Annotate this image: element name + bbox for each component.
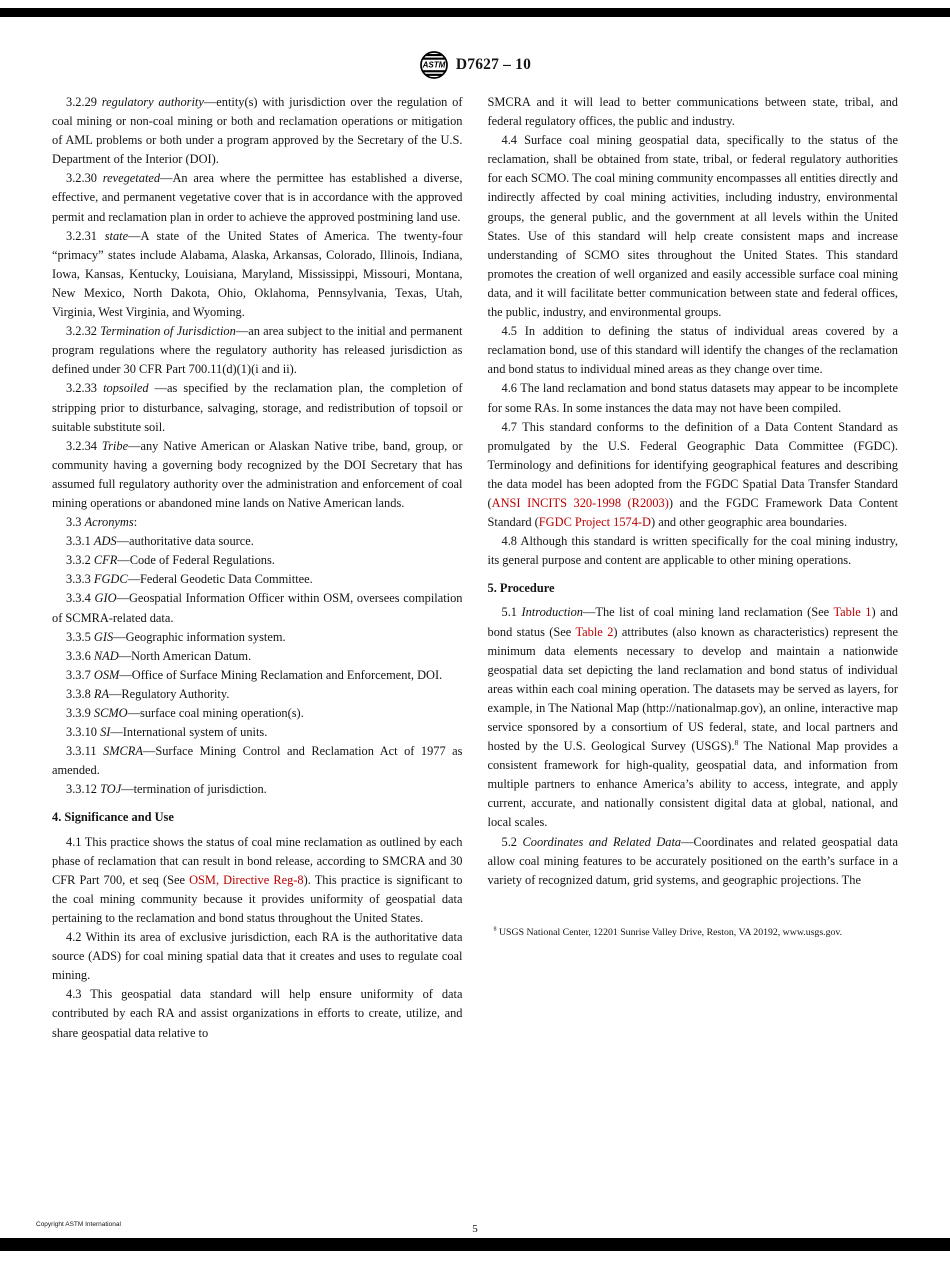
text-run: —An area where the permittee has established a diverse, effective, and permanent vegetative cover that is in accordance with the approved permit and reclamation plan in order to achieve the approved postmining land use.: [52, 171, 463, 224]
text-run: CFR: [93, 553, 118, 568]
text-run: 4.1 This practice shows the status of coal mine reclamation as outlined by each phase of reclamation that can result in bond release, according to SMCRA and 30 CFR Part 700, et seq (See: [52, 834, 463, 887]
text-run: TOJ: [100, 782, 122, 797]
paragraph: [52, 985, 463, 1042]
paragraph: [52, 437, 463, 513]
text-run: 3.3.12: [66, 782, 101, 797]
text-run: 4.6 The land reclamation and bond status datasets may appear to be incomplete for some RAs. In some instances the data may not have been compiled.: [487, 381, 898, 415]
text-run: 3.3.4: [66, 591, 95, 606]
text-run: —an area subject to the initial and permanent program regulations where the regulatory authority has released jurisdiction as defined under 30 CFR Part 700.11(d)(1)(i and ii).: [52, 324, 463, 377]
text-run: SMCRA and it will lead to better communications between state, tribal, and federal regulatory offices, the public and industry.: [487, 95, 898, 129]
document-body: [52, 93, 898, 1043]
text-run: 3.3.1: [66, 534, 94, 549]
text-run: —Geospatial Information Officer within OSM, oversees compilation of SCMRA-related data.: [52, 591, 463, 625]
text-run: Tribe: [101, 438, 129, 453]
text-run: topsoiled: [103, 381, 149, 396]
text-run: ADS: [93, 534, 117, 549]
text-run: regulatory authority: [101, 95, 204, 109]
text-run: ). This practice is significant to the coal mining community because it provides uniformity of geospatial data pertaining to the reclamation and bond status throughout the United States.: [52, 872, 463, 925]
text-run: 3.3: [66, 515, 85, 530]
paragraph: [52, 647, 463, 666]
paragraph: [52, 666, 463, 685]
text-run: —surface coal mining operation(s).: [127, 706, 304, 720]
text-run: —North American Datum.: [118, 648, 252, 663]
astm-logo-icon: [419, 50, 449, 80]
text-run: GIO: [94, 591, 117, 606]
doc-code: D7627 – 10: [455, 56, 532, 73]
text-run: Acronyms: [84, 515, 134, 530]
paragraph: [488, 603, 899, 832]
text-run: SI: [100, 725, 111, 740]
section-heading: [488, 579, 899, 598]
astm-logo-text: ASTM: [422, 60, 446, 70]
paragraph: [52, 532, 463, 551]
text-run: state: [104, 228, 129, 243]
right-column: [488, 93, 899, 1043]
paragraph: [52, 379, 463, 436]
paragraph: [52, 723, 463, 742]
text-run: 4.3 This geospatial data standard will help ensure uniformity of data contributed by each RA and assist organizations in efforts to create, utilize, and share geospatial data relative to: [52, 987, 463, 1040]
paragraph: [52, 93, 463, 169]
copyright-notice: Copyright ASTM International: [36, 1221, 121, 1228]
text-run: 3.2.32: [66, 324, 101, 339]
text-run: 3.2.31: [66, 228, 105, 243]
text-run: 5. Procedure: [487, 581, 555, 596]
text-run: ) attributes (also known as characteristics) represent the minimum data elements necessary to develop and maintain a nationwide geospatial data set depicting the land reclamation and bond status of individual areas within each coal mining operation. The datasets may be served as layers, for example, in The National Map (http://nationalmap.gov), an online, interactive map service sponsored by a consortium of US federal, state, and local partners and hosted by the U.S. Geological Survey (USGS).: [487, 624, 898, 754]
text-run: 3.3.8: [66, 686, 94, 701]
text-run: 4.2 Within its area of exclusive jurisdiction, each RA is the authoritative data source (ADS) for coal mining spatial data that it creates and uses to regulate coal mining.: [52, 930, 463, 983]
doc-link[interactable]: Table 2: [575, 624, 614, 639]
doc-link[interactable]: OSM, Directive Reg-8: [189, 872, 304, 887]
text-run: —Code of Federal Regulations.: [117, 553, 275, 568]
text-run: The National Map provides a consistent framework for high-quality, geospatial data, and information from multiple partners to enhance America’s ability to access, integrate, and apply current, accurate, and nationally consistent digital data at global, national, and local scales.: [487, 739, 898, 830]
paragraph: [52, 685, 463, 704]
text-run: 4.8 Although this standard is written specifically for the coal mining industry, its general purpose and content are applicable to other mining operations.: [487, 534, 898, 568]
text-run: —Federal Geodetic Data Committee.: [127, 572, 313, 587]
text-run: 3.3.6: [66, 648, 94, 663]
text-run: RA: [93, 686, 110, 701]
text-run: —entity(s) with jurisdiction over the regulation of coal mining or non-coal mining or both and reclamation operations or mitigation of AML problems or both under a program approved by the Secretary of the U.S. Department of the Interior (DOI).: [52, 95, 463, 167]
paragraph: [488, 379, 899, 417]
text-run: Coordinates and Related Data: [522, 834, 682, 849]
text-run: SMCRA: [103, 744, 143, 759]
text-run: —International system of units.: [110, 725, 268, 740]
text-run: OSM: [93, 667, 120, 682]
paragraph: [488, 833, 899, 890]
paragraph: [52, 628, 463, 647]
page-bottom-border: [0, 1238, 950, 1251]
text-run: 3.2.29: [66, 95, 102, 109]
text-run: 3.3.10: [66, 725, 101, 740]
paragraph: [52, 704, 463, 723]
text-run: ) and the FGDC Framework Data Content Standard (: [487, 495, 898, 530]
text-run: —as specified by the reclamation plan, the completion of stripping prior to disturbance, salvaging, storage, and redistribution of topsoil or suitable substitute soil.: [52, 381, 463, 434]
text-run: —authoritative data source.: [116, 534, 254, 549]
paragraph: [488, 418, 899, 533]
text-run: 3.3.7: [66, 667, 94, 682]
text-run: SCMO: [93, 706, 128, 720]
text-run: 4. Significance and Use: [52, 810, 174, 825]
paragraph: [52, 780, 463, 799]
text-run: 3.2.30: [66, 171, 103, 186]
text-run: —Geographic information system.: [113, 629, 286, 644]
text-run: 4.4 Surface coal mining geospatial data, specifically to the status of the reclamation, shall be obtained from state, tribal, or federal regulatory authorities for each SCMO. The coal mining community encompasses all entities directly and indirectly affected by coal mining activities, including industry, environmental groups, the general public, and the government at all levels within the United States. Use of this standard will help create consistent maps and increase understanding of SCMO sites throughout the United States. This standard promotes the creation of well organized and easily accessible surface coal mining data, and it will facilitate better communication between state and federal offices, the public, industry, and environmental groups.: [487, 133, 898, 320]
page-number: 5: [472, 1223, 478, 1235]
paragraph: [488, 532, 899, 570]
text-run: ) and other geographic area boundaries.: [650, 515, 848, 530]
paragraph: [52, 742, 463, 780]
text-run: —Regulatory Authority.: [109, 686, 230, 701]
page-header: [0, 50, 950, 80]
paragraph: [52, 928, 463, 985]
text-run: :: [133, 515, 138, 530]
paragraph: [52, 833, 463, 928]
paragraph: [52, 589, 463, 627]
text-run: —Office of Surface Mining Reclamation and Enforcement, DOI.: [119, 667, 443, 682]
text-run: —any Native American or Alaskan Native tribe, band, group, or community having a governing body recognized by the DOI Secretary that has assumed full regulatory authority over the administration and enforcement of coal mining operations or abandoned mine lands on Native American lands.: [52, 438, 463, 510]
paragraph: [52, 570, 463, 589]
text-run: FGDC: [93, 572, 128, 587]
text-run: —The list of coal mining land reclamation (See: [582, 605, 834, 620]
text-run: Termination of Jurisdiction: [100, 324, 236, 339]
section-heading: [52, 808, 463, 827]
text-run: USGS National Center, 12201 Sunrise Valley Drive, Reston, VA 20192, www.usgs.gov.: [496, 926, 843, 938]
text-run: 8: [493, 926, 497, 933]
paragraph: [52, 169, 463, 226]
text-run: 5.2: [501, 834, 523, 849]
text-run: 3.3.9: [66, 706, 94, 720]
text-run: ) and bond status (See: [487, 605, 898, 639]
text-run: —termination of jurisdiction.: [121, 782, 267, 797]
paragraph: [488, 131, 899, 322]
text-run: 3.3.5: [66, 629, 94, 644]
text-run: revegetated: [102, 171, 161, 186]
text-run: GIS: [93, 629, 114, 644]
paragraph: [52, 227, 463, 322]
text-run: —Surface Mining Control and Reclamation Act of 1977 as amended.: [52, 744, 463, 778]
text-run: —Coordinates and related geospatial data allow coal mining features to be accurately positioned on the earth’s surface in a variety of recognized datum, grid systems, and geographic projections. The: [487, 834, 898, 887]
text-run: 3.3.3: [66, 572, 94, 587]
text-run: 5.1: [501, 605, 522, 620]
paragraph: [52, 551, 463, 570]
text-run: 3.2.34: [66, 438, 102, 453]
paragraph: [52, 513, 463, 532]
text-run: Introduction: [521, 605, 583, 620]
text-run: 4.7 This standard conforms to the definition of a Data Content Standard as promulgated by the U.S. Federal Geographic Data Committee (FGDC). Terminology and definitions for identifying geographical features and describing the data model has been adopted from the FGDC Spatial Data Transfer Standard (: [487, 419, 898, 510]
page-top-border: [0, 8, 950, 17]
doc-link[interactable]: ANSI INCITS 320-1998 (R2003): [491, 495, 669, 510]
text-run: NAD: [93, 648, 119, 663]
footnote: [488, 926, 899, 940]
paragraph: [488, 322, 899, 379]
text-run: 3.3.11: [66, 744, 103, 759]
doc-link[interactable]: Table 1: [833, 605, 872, 620]
paragraph: [488, 93, 899, 131]
text-run: 3.2.33: [66, 381, 104, 396]
text-run: —A state of the United States of America. The twenty-four “primacy” states include Alabama, Alaska, Arkansas, Colorado, Illinois, Indiana, Iowa, Kansas, Kentucky, Louisiana, Maryland, Mississippi, Missouri, Montana, New Mexico, North Dakota, Ohio, Oklahoma, Pennsylvania, Texas, Utah, Virginia, West Virginia, and Wyoming.: [52, 228, 463, 320]
text-run: 3.3.2: [66, 553, 94, 568]
doc-link[interactable]: FGDC Project 1574-D: [538, 515, 651, 530]
text-run: 8: [734, 737, 739, 747]
left-column: [52, 93, 463, 1043]
text-run: 4.5 In addition to defining the status of individual areas covered by a reclamation bond, use of this standard will identify the changes of the reclamation and bond status to individual mined areas as they change over time.: [487, 324, 898, 377]
paragraph: [52, 322, 463, 379]
